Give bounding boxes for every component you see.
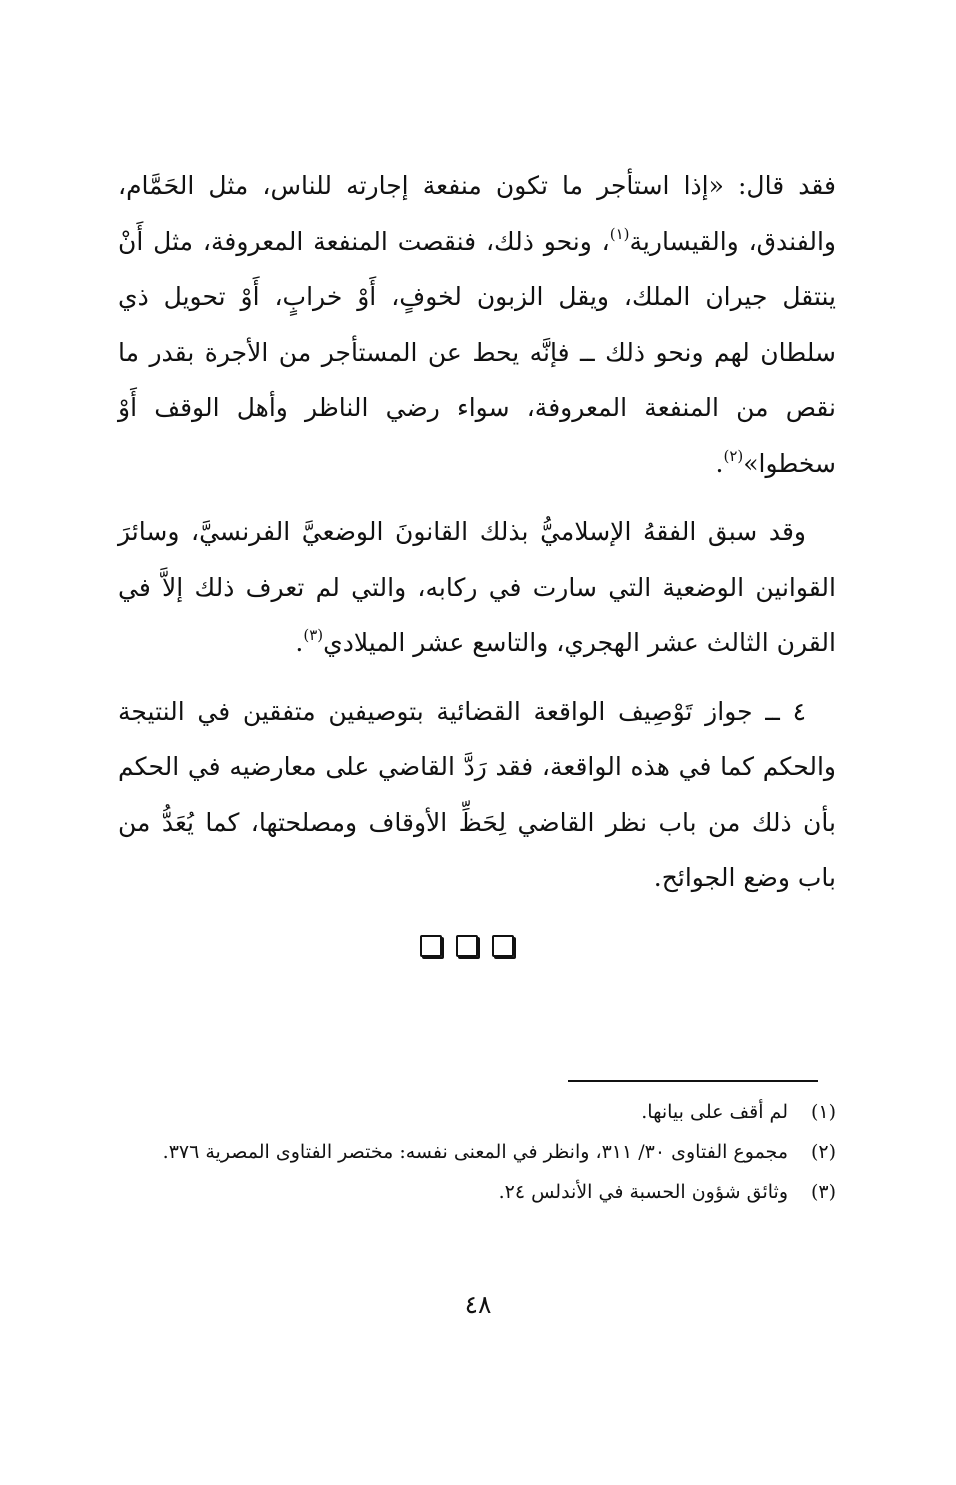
footnote-number: (٢) — [810, 1141, 836, 1163]
paragraph-end: . — [715, 448, 724, 478]
footnote-text: وثائق شؤون الحسبة في الأندلس ٢٤. — [498, 1181, 788, 1203]
footnote-item — [118, 1132, 836, 1172]
footnote-item — [118, 1172, 836, 1212]
paragraph-quote — [118, 158, 836, 491]
main-text — [118, 158, 836, 919]
footnote-item — [118, 1092, 836, 1132]
footnote-text: مجموع الفتاوى ٣٠/ ٣١١، وانظر في المعنى نفسه: مختصر الفتاوى المصرية ٣٧٦. — [162, 1141, 788, 1163]
paragraph-text: فقد قال: «إذا استأجر ما تكون منفعة إجارته للناس، مثل الحَمَّام، والفندق، والقيسارية — [118, 171, 836, 256]
paragraph-text: ، ونحو ذلك، فنقصت المنفعة المعروفة، مثل أَنْ ينتقل جيران الملك، ويقل الزبون لخوفٍ، أَوْ خرابٍ، أَوْ تحويل ذي سلطان لهم ونحو ذلك ــ فإنَّه يحط عن المستأجر من الأجرة بقدر ما نقص من المنفعة المعروفة، سواء رضي الناظر وأهل الوقف أَوْ سخطوا» — [118, 226, 836, 478]
section-separator — [420, 935, 514, 957]
footnote-text: لم أقف على بيانها. — [641, 1101, 788, 1123]
footnote-ref-2[interactable]: (٢) — [723, 446, 744, 465]
footnote-number: (٣) — [810, 1181, 836, 1203]
footnote-ref-1[interactable]: (١) — [609, 224, 630, 243]
separator-box-icon — [456, 935, 478, 957]
footnote-divider — [568, 1080, 818, 1082]
footnote-number: (١) — [810, 1101, 836, 1123]
footnotes — [118, 1092, 836, 1212]
separator-box-icon — [420, 935, 442, 957]
paragraph-end: . — [295, 628, 304, 657]
paragraph-text: ٤ ــ جواز تَوْصِيف الواقعة القضائية بتوصيفين متفقين في النتيجة والحكم كما في هذه الواقعة، فقد رَدَّ القاضي على معارضيه في الحكم بأن ذلك من باب نظر القاضي لِحَظِّ الأوقاف ومصلحتها، كما يُعَدُّ من باب وضع الجوائح. — [118, 696, 836, 892]
paragraph-point-4 — [118, 684, 836, 906]
paragraph-french-law — [118, 504, 836, 671]
page-number: ٤٨ — [464, 1290, 492, 1319]
separator-box-icon — [492, 935, 514, 957]
footnote-ref-3[interactable]: (٣) — [303, 626, 324, 644]
paragraph-text: وقد سبق الفقهُ الإسلاميُّ بذلك القانونَ الوضعيَّ الفرنسيَّ، وسائرَ القوانين الوضعية التي سارت في ركابه، والتي لم تعرف ذلك إلاَّ في القرن الثالث عشر الهجري، والتاسع عشر الميلادي — [118, 517, 836, 657]
